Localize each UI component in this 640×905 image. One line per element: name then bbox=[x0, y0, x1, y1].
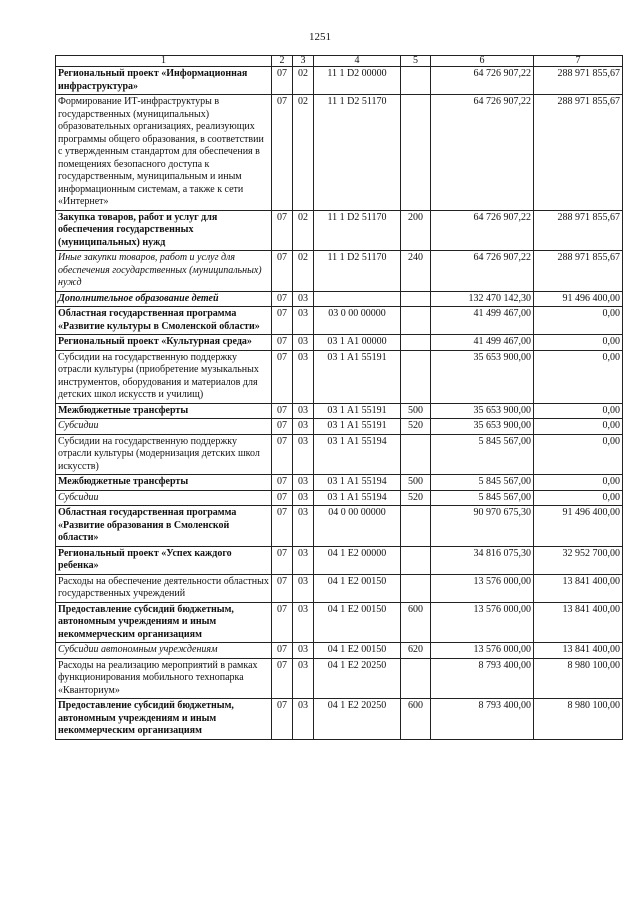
amount-year2-cell: 0,00 bbox=[534, 307, 623, 335]
section-code-cell: 07 bbox=[272, 475, 293, 491]
table-row bbox=[56, 699, 623, 740]
section-code-cell: 07 bbox=[272, 210, 293, 251]
section-code-cell: 07 bbox=[272, 434, 293, 475]
amount-year2-cell: 13 841 400,00 bbox=[534, 602, 623, 643]
amount-year2-cell: 8 980 100,00 bbox=[534, 658, 623, 699]
target-article-cell: 11 1 D2 00000 bbox=[314, 67, 401, 95]
section-code-cell: 07 bbox=[272, 574, 293, 602]
subsection-code-cell: 03 bbox=[293, 291, 314, 307]
target-article-cell: 03 1 A1 55191 bbox=[314, 350, 401, 403]
amount-year2-cell: 0,00 bbox=[534, 403, 623, 419]
table-row bbox=[56, 658, 623, 699]
section-code-cell: 07 bbox=[272, 602, 293, 643]
subsection-code-cell: 02 bbox=[293, 210, 314, 251]
table-row bbox=[56, 574, 623, 602]
row-name-cell: Закупка товаров, работ и услуг для обеспечения государственных (муниципальных) нужд bbox=[56, 210, 272, 251]
amount-year1-cell: 5 845 567,00 bbox=[431, 434, 534, 475]
expense-type-cell bbox=[401, 658, 431, 699]
table-header-row bbox=[56, 56, 623, 67]
table-row bbox=[56, 602, 623, 643]
amount-year2-cell: 0,00 bbox=[534, 434, 623, 475]
expense-type-cell bbox=[401, 574, 431, 602]
section-code-cell: 07 bbox=[272, 291, 293, 307]
row-name-cell: Субсидии автономным учреждениям bbox=[56, 643, 272, 659]
target-article-cell: 04 1 E2 00000 bbox=[314, 546, 401, 574]
amount-year2-cell: 0,00 bbox=[534, 335, 623, 351]
amount-year2-cell: 288 971 855,67 bbox=[534, 95, 623, 211]
section-code-cell: 07 bbox=[272, 658, 293, 699]
target-article-cell: 11 1 D2 51170 bbox=[314, 251, 401, 292]
subsection-code-cell: 03 bbox=[293, 490, 314, 506]
target-article-cell: 11 1 D2 51170 bbox=[314, 210, 401, 251]
target-article-cell: 03 1 A1 55194 bbox=[314, 475, 401, 491]
row-name-cell: Расходы на реализацию мероприятий в рамках функционирования мобильного технопарка «Кванториум» bbox=[56, 658, 272, 699]
expense-type-cell bbox=[401, 291, 431, 307]
target-article-cell: 11 1 D2 51170 bbox=[314, 95, 401, 211]
section-code-cell: 07 bbox=[272, 95, 293, 211]
table-row bbox=[56, 210, 623, 251]
row-name-cell: Иные закупки товаров, работ и услуг для обеспечения государственных (муниципальных) нужд bbox=[56, 251, 272, 292]
column-header: 1 bbox=[56, 56, 272, 67]
subsection-code-cell: 02 bbox=[293, 251, 314, 292]
section-code-cell: 07 bbox=[272, 506, 293, 547]
column-header: 4 bbox=[314, 56, 401, 67]
expense-type-cell bbox=[401, 95, 431, 211]
target-article-cell: 04 1 E2 20250 bbox=[314, 658, 401, 699]
amount-year2-cell: 288 971 855,67 bbox=[534, 210, 623, 251]
subsection-code-cell: 03 bbox=[293, 475, 314, 491]
section-code-cell: 07 bbox=[272, 67, 293, 95]
amount-year1-cell: 90 970 675,30 bbox=[431, 506, 534, 547]
amount-year1-cell: 13 576 000,00 bbox=[431, 574, 534, 602]
table-row bbox=[56, 546, 623, 574]
section-code-cell: 07 bbox=[272, 490, 293, 506]
amount-year2-cell: 91 496 400,00 bbox=[534, 291, 623, 307]
row-name-cell: Расходы на обеспечение деятельности областных государственных учреждений bbox=[56, 574, 272, 602]
row-name-cell: Областная государственная программа «Развитие культуры в Смоленской области» bbox=[56, 307, 272, 335]
amount-year2-cell: 0,00 bbox=[534, 490, 623, 506]
expense-type-cell: 620 bbox=[401, 643, 431, 659]
amount-year2-cell: 288 971 855,67 bbox=[534, 67, 623, 95]
target-article-cell: 03 1 A1 55191 bbox=[314, 403, 401, 419]
amount-year1-cell: 35 653 900,00 bbox=[431, 350, 534, 403]
section-code-cell: 07 bbox=[272, 643, 293, 659]
subsection-code-cell: 03 bbox=[293, 602, 314, 643]
amount-year1-cell: 35 653 900,00 bbox=[431, 419, 534, 435]
column-header: 7 bbox=[534, 56, 623, 67]
subsection-code-cell: 02 bbox=[293, 95, 314, 211]
table-row bbox=[56, 490, 623, 506]
subsection-code-cell: 03 bbox=[293, 643, 314, 659]
target-article-cell: 04 1 E2 20250 bbox=[314, 699, 401, 740]
expense-type-cell bbox=[401, 546, 431, 574]
budget-table bbox=[55, 55, 623, 740]
expense-type-cell bbox=[401, 307, 431, 335]
section-code-cell: 07 bbox=[272, 699, 293, 740]
target-article-cell: 03 0 00 00000 bbox=[314, 307, 401, 335]
amount-year2-cell: 13 841 400,00 bbox=[534, 643, 623, 659]
amount-year1-cell: 64 726 907,22 bbox=[431, 67, 534, 95]
table-row bbox=[56, 335, 623, 351]
amount-year1-cell: 13 576 000,00 bbox=[431, 643, 534, 659]
subsection-code-cell: 03 bbox=[293, 350, 314, 403]
table-row bbox=[56, 419, 623, 435]
amount-year2-cell: 288 971 855,67 bbox=[534, 251, 623, 292]
row-name-cell: Региональный проект «Информационная инфраструктура» bbox=[56, 67, 272, 95]
amount-year2-cell: 8 980 100,00 bbox=[534, 699, 623, 740]
column-header: 3 bbox=[293, 56, 314, 67]
table-row bbox=[56, 403, 623, 419]
amount-year2-cell: 32 952 700,00 bbox=[534, 546, 623, 574]
expense-type-cell: 520 bbox=[401, 490, 431, 506]
subsection-code-cell: 03 bbox=[293, 546, 314, 574]
subsection-code-cell: 03 bbox=[293, 403, 314, 419]
row-name-cell: Предоставление субсидий бюджетным, автономным учреждениям и иным некоммерческим организациям bbox=[56, 699, 272, 740]
table-row bbox=[56, 506, 623, 547]
row-name-cell: Областная государственная программа «Развитие образования в Смоленской области» bbox=[56, 506, 272, 547]
target-article-cell: 04 1 E2 00150 bbox=[314, 574, 401, 602]
subsection-code-cell: 03 bbox=[293, 307, 314, 335]
target-article-cell: 03 1 A1 55191 bbox=[314, 419, 401, 435]
column-header: 2 bbox=[272, 56, 293, 67]
section-code-cell: 07 bbox=[272, 350, 293, 403]
row-name-cell: Субсидии на государственную поддержку отрасли культуры (модернизация детских школ искусств) bbox=[56, 434, 272, 475]
target-article-cell: 04 1 E2 00150 bbox=[314, 643, 401, 659]
table-row bbox=[56, 434, 623, 475]
table-row bbox=[56, 350, 623, 403]
row-name-cell: Формирование ИТ-инфраструктуры в государственных (муниципальных) образовательных организациях, реализующих программы общего образования, в соответствии с утвержденным стандартом для обеспечения в помещениях безопасного доступа к государственным, муниципальным и иным информационным системам, а также к сети «Интернет» bbox=[56, 95, 272, 211]
expense-type-cell: 200 bbox=[401, 210, 431, 251]
expense-type-cell bbox=[401, 506, 431, 547]
target-article-cell: 04 1 E2 00150 bbox=[314, 602, 401, 643]
amount-year1-cell: 8 793 400,00 bbox=[431, 658, 534, 699]
subsection-code-cell: 03 bbox=[293, 335, 314, 351]
row-name-cell: Предоставление субсидий бюджетным, автономным учреждениям и иным некоммерческим организациям bbox=[56, 602, 272, 643]
subsection-code-cell: 03 bbox=[293, 658, 314, 699]
column-header: 6 bbox=[431, 56, 534, 67]
table-row bbox=[56, 251, 623, 292]
target-article-cell bbox=[314, 291, 401, 307]
page-number: 1251 bbox=[309, 31, 331, 43]
target-article-cell: 04 0 00 00000 bbox=[314, 506, 401, 547]
table-row bbox=[56, 67, 623, 95]
amount-year1-cell: 5 845 567,00 bbox=[431, 475, 534, 491]
row-name-cell: Субсидии на государственную поддержку отрасли культуры (приобретение музыкальных инструментов, оборудования и материалов для детских школ искусств и училищ) bbox=[56, 350, 272, 403]
subsection-code-cell: 03 bbox=[293, 419, 314, 435]
expense-type-cell: 500 bbox=[401, 403, 431, 419]
amount-year2-cell: 91 496 400,00 bbox=[534, 506, 623, 547]
target-article-cell: 03 1 A1 55194 bbox=[314, 434, 401, 475]
amount-year1-cell: 34 816 075,30 bbox=[431, 546, 534, 574]
subsection-code-cell: 03 bbox=[293, 699, 314, 740]
amount-year1-cell: 64 726 907,22 bbox=[431, 251, 534, 292]
target-article-cell: 03 1 A1 55194 bbox=[314, 490, 401, 506]
expense-type-cell bbox=[401, 335, 431, 351]
amount-year2-cell: 0,00 bbox=[534, 419, 623, 435]
row-name-cell: Региональный проект «Культурная среда» bbox=[56, 335, 272, 351]
row-name-cell: Региональный проект «Успех каждого ребенка» bbox=[56, 546, 272, 574]
amount-year2-cell: 13 841 400,00 bbox=[534, 574, 623, 602]
amount-year1-cell: 13 576 000,00 bbox=[431, 602, 534, 643]
subsection-code-cell: 03 bbox=[293, 434, 314, 475]
amount-year1-cell: 35 653 900,00 bbox=[431, 403, 534, 419]
table-row bbox=[56, 291, 623, 307]
section-code-cell: 07 bbox=[272, 403, 293, 419]
amount-year1-cell: 41 499 467,00 bbox=[431, 335, 534, 351]
amount-year1-cell: 132 470 142,30 bbox=[431, 291, 534, 307]
expense-type-cell: 500 bbox=[401, 475, 431, 491]
section-code-cell: 07 bbox=[272, 335, 293, 351]
section-code-cell: 07 bbox=[272, 251, 293, 292]
subsection-code-cell: 03 bbox=[293, 574, 314, 602]
expense-type-cell: 600 bbox=[401, 699, 431, 740]
row-name-cell: Межбюджетные трансферты bbox=[56, 475, 272, 491]
expense-type-cell bbox=[401, 67, 431, 95]
target-article-cell: 03 1 A1 00000 bbox=[314, 335, 401, 351]
amount-year2-cell: 0,00 bbox=[534, 475, 623, 491]
amount-year2-cell: 0,00 bbox=[534, 350, 623, 403]
subsection-code-cell: 03 bbox=[293, 506, 314, 547]
column-header: 5 bbox=[401, 56, 431, 67]
section-code-cell: 07 bbox=[272, 546, 293, 574]
table-row bbox=[56, 95, 623, 211]
row-name-cell: Межбюджетные трансферты bbox=[56, 403, 272, 419]
table-row bbox=[56, 307, 623, 335]
table-row bbox=[56, 475, 623, 491]
expense-type-cell: 520 bbox=[401, 419, 431, 435]
section-code-cell: 07 bbox=[272, 307, 293, 335]
amount-year1-cell: 5 845 567,00 bbox=[431, 490, 534, 506]
amount-year1-cell: 41 499 467,00 bbox=[431, 307, 534, 335]
row-name-cell: Дополнительное образование детей bbox=[56, 291, 272, 307]
row-name-cell: Субсидии bbox=[56, 490, 272, 506]
expense-type-cell: 240 bbox=[401, 251, 431, 292]
expense-type-cell bbox=[401, 434, 431, 475]
expense-type-cell bbox=[401, 350, 431, 403]
table-row bbox=[56, 643, 623, 659]
expense-type-cell: 600 bbox=[401, 602, 431, 643]
subsection-code-cell: 02 bbox=[293, 67, 314, 95]
row-name-cell: Субсидии bbox=[56, 419, 272, 435]
amount-year1-cell: 64 726 907,22 bbox=[431, 95, 534, 211]
amount-year1-cell: 8 793 400,00 bbox=[431, 699, 534, 740]
amount-year1-cell: 64 726 907,22 bbox=[431, 210, 534, 251]
section-code-cell: 07 bbox=[272, 419, 293, 435]
